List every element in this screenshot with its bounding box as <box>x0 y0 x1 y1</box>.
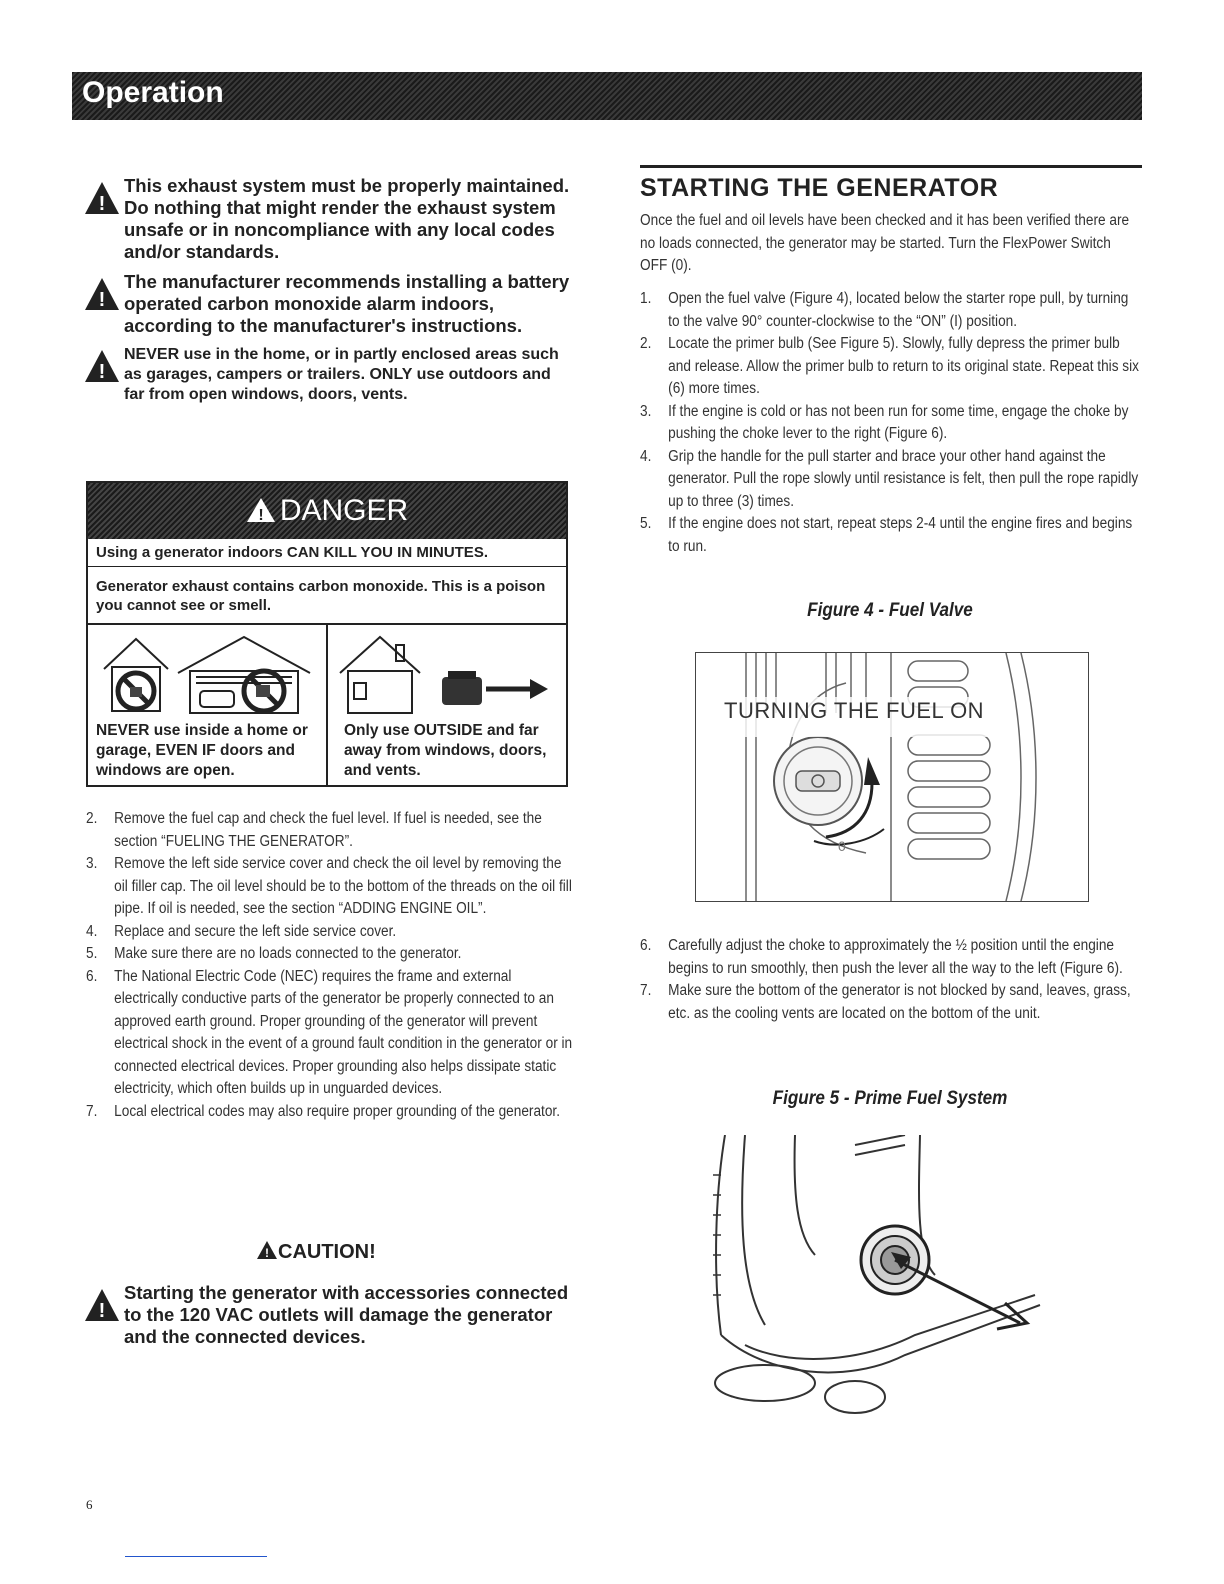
footer-link-line <box>125 1556 267 1557</box>
svg-text:!: ! <box>98 289 106 311</box>
svg-text:!: ! <box>98 1300 106 1322</box>
svg-text:!: ! <box>98 193 106 215</box>
figure-4-fuel-valve <box>695 652 1089 902</box>
pictogram-divider <box>326 625 328 787</box>
warning-exhaust: ! This exhaust system must be properly maintained. Do nothing that might render the exhaust system unsafe or in noncompliance with any local codes and/or standards. <box>84 175 574 263</box>
warning-triangle-icon <box>256 1240 278 1260</box>
caution-text: ! Starting the generator with accessories connected to the 120 VAC outlets will damage the generator and the connected devices. <box>84 1282 574 1348</box>
danger-pictograms <box>88 623 566 787</box>
section-title: STARTING THE GENERATOR <box>640 174 999 202</box>
right-steps-list-a <box>640 288 1142 558</box>
list-item: 3. Remove the left side service cover and check the oil level by removing the oil filler cap. The oil level should be to the bottom of the threads on the oil fill pipe. If oil is needed, see the section “ADDING ENGINE OIL”. <box>86 855 572 917</box>
list-item: 7. Local electrical codes may also require proper grounding of the generator. <box>86 1102 561 1120</box>
list-item: 2. Remove the fuel cap and check the fuel level. If fuel is needed, see the section “FUELING THE GENERATOR”. <box>86 810 542 850</box>
pictogram-caption-outside: Only use OUTSIDE and far away from windows, doors, and vents. <box>344 722 547 779</box>
list-item: 2. Locate the primer bulb (See Figure 5). Slowly, fully depress the primer bulb and release. Allow the primer bulb to return to its original state. Repeat this six (6) more times. <box>640 335 1139 397</box>
svg-text:!: ! <box>258 507 264 523</box>
list-item: 6. Carefully adjust the choke to approximately the ½ position until the engine begins to run smoothly, then push the lever all the way to the left (Figure 6). <box>640 937 1123 977</box>
list-item: 1. Open the fuel valve (Figure 4), located below the starter rope pull, by turning to the valve 90° counter-clockwise to the “ON” (I) position. <box>640 290 1129 330</box>
left-warnings <box>84 175 574 405</box>
page-number: 6 <box>86 1497 93 1512</box>
danger-line-1: Using a generator indoors CAN KILL YOU IN MINUTES. <box>88 539 566 567</box>
figure-4-label: TURNING THE FUEL ON <box>724 698 985 723</box>
list-item: 5. If the engine does not start, repeat steps 2-4 until the engine fires and begins to run. <box>640 515 1133 555</box>
svg-text:!: ! <box>98 361 106 383</box>
right-intro: Once the fuel and oil levels have been checked and it has been verified there are no loads connected, the generator may be started. Turn the FlexPower Switch OFF (0). <box>640 212 1130 274</box>
warning-triangle-icon <box>84 277 120 311</box>
list-item: 4. Grip the handle for the pull starter and brace your other hand against the generator. Pull the rope slowly until resistance is felt, then pull the rope rapidly up to three (3) times. <box>640 447 1139 510</box>
right-steps-list-b <box>640 935 1142 1025</box>
svg-text:0: 0 <box>838 838 846 854</box>
warning-triangle-icon <box>84 1288 120 1322</box>
warning-co-alarm: ! The manufacturer recommends installing a battery operated carbon monoxide alarm indoors, according to the manufacturer's instructions. <box>84 271 574 337</box>
warning-triangle-icon <box>84 349 120 383</box>
list-item: 5. Make sure there are no loads connected to the generator. <box>86 945 462 962</box>
outdoor-use-icon <box>334 631 560 719</box>
danger-heading <box>88 483 566 539</box>
fuel-valve-illustration <box>696 653 1088 901</box>
danger-line-2: Generator exhaust contains carbon monoxide. This is a poison you cannot see or smell. <box>96 578 546 614</box>
pictogram-caption-never-indoors: NEVER use inside a home or garage, EVEN IF doors and windows are open. <box>96 722 308 779</box>
section-header-bar <box>72 72 1142 120</box>
warning-never-indoors: ! NEVER use in the home, or in partly enclosed areas such as garages, campers or trailers. ONLY use outdoors and far from open windows, doors, vents. <box>84 345 574 405</box>
left-steps-list <box>86 808 574 1123</box>
right-column <box>640 165 1142 207</box>
danger-box <box>86 481 568 787</box>
section-header-title: Operation <box>82 76 224 109</box>
figure-5-prime-fuel-system <box>705 1135 1045 1415</box>
figure-5-title: Figure 5 - Prime Fuel System <box>772 1088 1008 1109</box>
list-item: 4. Replace and secure the left side service cover. <box>86 922 397 940</box>
list-item: 7. Make sure the bottom of the generator is not blocked by sand, leaves, grass, etc. as the cooling vents are located on the bottom of the unit. <box>640 982 1131 1022</box>
caution-heading: ! CAUTION! <box>256 1240 376 1264</box>
section-rule <box>640 165 1142 168</box>
list-item: 3. If the engine is cold or has not been run for some time, engage the choke by pushing the choke lever to the right (Figure 6). <box>640 402 1129 442</box>
svg-text:!: ! <box>265 1246 269 1260</box>
no-indoor-use-icon <box>96 631 322 719</box>
warning-triangle-icon <box>84 181 120 215</box>
warning-triangle-icon <box>246 497 276 523</box>
danger-title: DANGER <box>279 494 409 527</box>
list-item: 6. The National Electric Code (NEC) requires the frame and external electrically conductive parts of the generator be properly connected to an approved earth ground. Proper grounding of the generator will prevent electrical shock in the event of a ground fault condition in the generator or in connected electrical devices. Proper grounding also helps dissipate static electricity, which often builds up in unguarded devices. <box>86 967 573 1097</box>
figure-4-title: Figure 4 - Fuel Valve <box>807 600 973 621</box>
primer-bulb-illustration <box>705 1135 1045 1415</box>
